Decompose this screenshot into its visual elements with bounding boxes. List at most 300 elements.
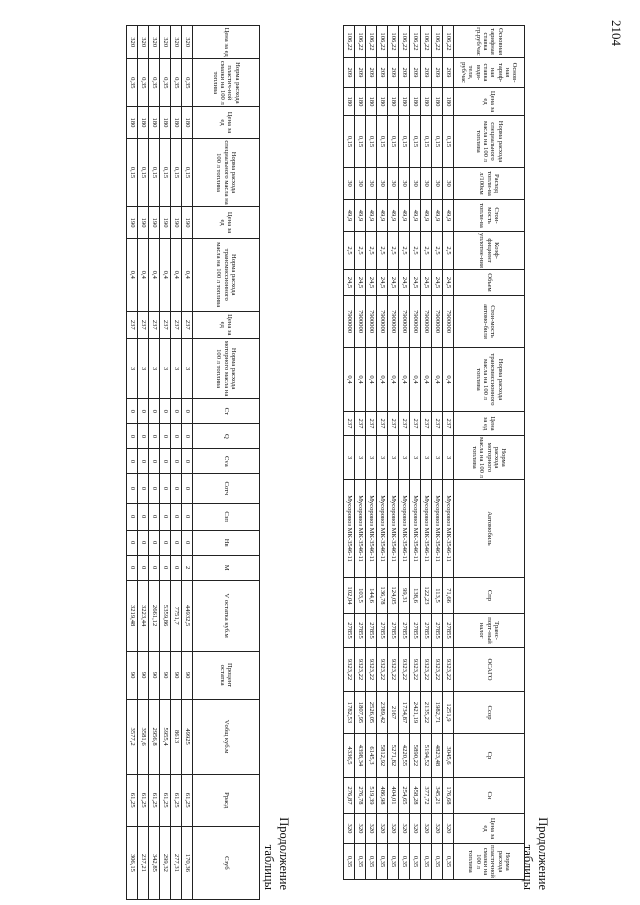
table-cell: 106,22 xyxy=(421,26,432,58)
table-cell: 2,5 xyxy=(443,232,454,270)
table-cell: 106,22 xyxy=(344,26,355,58)
table-cell: 190 xyxy=(138,207,149,238)
table-cell: 377,72 xyxy=(421,778,432,814)
table-cell: 276,78 xyxy=(355,778,366,814)
column-header: Сзуб xyxy=(193,826,260,899)
table-cell: 27855 xyxy=(399,614,410,648)
table-row xyxy=(366,26,377,880)
table-2-header xyxy=(193,26,260,900)
table-cell: 237 xyxy=(355,412,366,436)
table-cell: 320 xyxy=(138,26,149,59)
table-cell: 0,4 xyxy=(344,348,355,412)
column-header: Сн xyxy=(454,778,525,814)
table-cell: 3 xyxy=(432,436,443,480)
table-cell: 237 xyxy=(344,412,355,436)
table-cell: 24,5 xyxy=(388,270,399,296)
table-row xyxy=(432,26,443,880)
table-cell: 2,5 xyxy=(377,232,388,270)
table-cell: 3 xyxy=(377,436,388,480)
table-cell: 3 xyxy=(443,436,454,480)
table-cell: Мусоровоз МК-3546-11 xyxy=(443,480,454,578)
column-header: Vобщ куб.м xyxy=(193,699,260,774)
table-cell: 486,98 xyxy=(377,778,388,814)
table-cell: 3 xyxy=(160,338,171,398)
table-cell: 2661,12 xyxy=(149,580,160,651)
table-cell: 7900000 xyxy=(432,296,443,348)
table-cell: 0,4 xyxy=(182,238,193,311)
table-cell: 0,35 xyxy=(421,844,432,880)
table-cell: 0 xyxy=(127,449,138,474)
table-cell: 237 xyxy=(182,311,193,338)
table-cell: 3 xyxy=(127,338,138,398)
table-cell: 7900000 xyxy=(388,296,399,348)
table-cell: 180 xyxy=(344,88,355,116)
table-cell: 0,15 xyxy=(171,138,182,207)
table-cell: 209 xyxy=(432,58,443,88)
table-cell: 3 xyxy=(388,436,399,480)
table-cell: 0,15 xyxy=(355,116,366,168)
table-cell: 0 xyxy=(138,530,149,555)
table-cell: 180 xyxy=(377,88,388,116)
table-cell: 0 xyxy=(127,474,138,503)
table-cell: 9323,22 xyxy=(421,648,432,692)
table-cell: 103,5 xyxy=(355,578,366,614)
table-cell: 0,15 xyxy=(421,116,432,168)
table-cell: 0,35 xyxy=(344,844,355,880)
column-header: Цена за ед xyxy=(193,107,260,138)
table-cell: 299,32 xyxy=(160,826,171,899)
table-cell: 320 xyxy=(149,26,160,59)
table-cell: 0,35 xyxy=(377,844,388,880)
table-cell: 2,5 xyxy=(355,232,366,270)
table-cell: Мусоровоз МК-3546-11 xyxy=(366,480,377,578)
table-cell: 24,5 xyxy=(421,270,432,296)
table-cell: 0 xyxy=(138,399,149,424)
table-cell: 3 xyxy=(171,338,182,398)
table-cell: 0,4 xyxy=(171,238,182,311)
table-cell: 0 xyxy=(127,503,138,530)
column-header: Сva xyxy=(193,449,260,474)
table-cell: Мусоровоз МК-3546-11 xyxy=(388,480,399,578)
table-cell: 4398,34 xyxy=(355,734,366,778)
column-header: Стои-мость топли-ва xyxy=(454,200,525,232)
table-cell: 3 xyxy=(138,338,149,398)
table-cell: 3581,6 xyxy=(138,699,149,774)
column-header: Цена за ед xyxy=(193,311,260,338)
table-cell: 3 xyxy=(366,436,377,480)
table-cell: 237 xyxy=(388,412,399,436)
table-cell: 30 xyxy=(410,168,421,200)
table-cell: 90 xyxy=(149,651,160,699)
column-header: Норма расхода специального масла на 100 л топлива xyxy=(193,138,260,207)
column-header: Q xyxy=(193,424,260,449)
column-header: Цена за ед xyxy=(193,207,260,238)
table-cell: 0,15 xyxy=(149,138,160,207)
table-cell: 30 xyxy=(432,168,443,200)
table-cell: 0,15 xyxy=(182,138,193,207)
table-cell: 0,15 xyxy=(388,116,399,168)
table-cell: 0,15 xyxy=(410,116,421,168)
table-cell: 4823,48 xyxy=(432,734,443,778)
table-cell: 7900000 xyxy=(355,296,366,348)
table-cell: 3 xyxy=(421,436,432,480)
table-cell: 2,5 xyxy=(388,232,399,270)
table-row xyxy=(355,26,366,880)
table-cell: 99,31 xyxy=(399,578,410,614)
table-cell: 180 xyxy=(138,107,149,138)
table-cell: Мусоровоз МК-3546-11 xyxy=(344,480,355,578)
table-1-body xyxy=(344,26,454,880)
column-header: Коэф-фициент уплотне-ния xyxy=(454,232,525,270)
table-cell: 3 xyxy=(399,436,410,480)
table-cell: 180 xyxy=(410,88,421,116)
table-cell: 0 xyxy=(149,424,160,449)
table-cell: 7900000 xyxy=(443,296,454,348)
table-cell: 30 xyxy=(355,168,366,200)
table-cell: 0,4 xyxy=(127,238,138,311)
table-cell: 0,4 xyxy=(366,348,377,412)
table-cell: 237 xyxy=(432,412,443,436)
table-cell: 61,25 xyxy=(171,774,182,826)
table-cell: 320 xyxy=(160,26,171,59)
table-cell: 24,5 xyxy=(366,270,377,296)
table-cell: 27855 xyxy=(432,614,443,648)
table-cell: 237,21 xyxy=(138,826,149,899)
table-cell: 320 xyxy=(421,814,432,844)
table-cell: 0,4 xyxy=(138,238,149,311)
table-cell: 0 xyxy=(127,555,138,580)
table-cell: 24,5 xyxy=(443,270,454,296)
table-cell: 320 xyxy=(127,26,138,59)
table-cell: 144,6 xyxy=(366,578,377,614)
table-cell: 180 xyxy=(160,107,171,138)
table-cell: 2135,22 xyxy=(421,692,432,734)
table-cell: 209 xyxy=(377,58,388,88)
table-cell: 0,4 xyxy=(421,348,432,412)
table-cell: 237 xyxy=(399,412,410,436)
table-cell: 209 xyxy=(443,58,454,88)
table-cell: 237 xyxy=(410,412,421,436)
table-cell: 0 xyxy=(149,503,160,530)
table-cell: 180 xyxy=(127,107,138,138)
column-header: Норма расхода моторного масла на 100 л топлива xyxy=(454,436,525,480)
column-header: Цена за ед xyxy=(193,26,260,59)
table-cell: 3 xyxy=(410,436,421,480)
table-cell: 0,15 xyxy=(377,116,388,168)
table-cell: 0,15 xyxy=(399,116,410,168)
column-header: Цена за ед xyxy=(454,412,525,436)
table-cell: 0 xyxy=(160,503,171,530)
table-cell: 0 xyxy=(182,503,193,530)
table-cell: 9323,22 xyxy=(377,648,388,692)
table-cell: 180 xyxy=(432,88,443,116)
table-cell: 61,25 xyxy=(182,774,193,826)
table-cell: 2 xyxy=(182,555,193,580)
table-cell: 106,22 xyxy=(410,26,421,58)
table-cell: 320 xyxy=(377,814,388,844)
table-cell: 320 xyxy=(443,814,454,844)
table-cell: 237 xyxy=(443,412,454,436)
table-caption-1: Продолжение таблицы xyxy=(521,817,550,890)
table-cell: 27855 xyxy=(443,614,454,648)
table-cell: 0 xyxy=(160,424,171,449)
table-cell: 180 xyxy=(421,88,432,116)
table-cell: 0 xyxy=(171,503,182,530)
table-cell: 342,85 xyxy=(149,826,160,899)
table-cell: 0,35 xyxy=(443,844,454,880)
table-cell: 106,22 xyxy=(366,26,377,58)
table-cell: 0 xyxy=(160,555,171,580)
table-cell: 180 xyxy=(171,107,182,138)
table-cell: 2,5 xyxy=(432,232,443,270)
table-cell: 49,9 xyxy=(377,200,388,232)
table-cell: 0,15 xyxy=(443,116,454,168)
table-cell: 90 xyxy=(138,651,149,699)
table-cell: 237 xyxy=(160,311,171,338)
table-cell: 320 xyxy=(355,814,366,844)
table-cell: 1251,9 xyxy=(443,692,454,734)
table-cell: 9323,22 xyxy=(432,648,443,692)
page-number: 2104 xyxy=(609,20,624,46)
table-cell: 2,5 xyxy=(399,232,410,270)
table-cell: 2526,05 xyxy=(366,692,377,734)
table-row xyxy=(443,26,454,880)
table-cell: 320 xyxy=(182,26,193,59)
table-cell: 27855 xyxy=(388,614,399,648)
table-cell: 102,04 xyxy=(344,578,355,614)
table-cell: 0 xyxy=(138,503,149,530)
table-cell: 0,15 xyxy=(160,138,171,207)
column-header: Норма расхода пластич-ной смазки на 100 л топлива xyxy=(193,59,260,107)
table-row xyxy=(377,26,388,880)
table-cell: 180 xyxy=(399,88,410,116)
table-caption-2: Продолжение таблицы xyxy=(262,817,291,890)
table-cell: 306,15 xyxy=(127,826,138,899)
table-cell: 0 xyxy=(182,530,193,555)
table-cell: 0 xyxy=(149,530,160,555)
table-cell: 30 xyxy=(344,168,355,200)
table-cell: 320 xyxy=(399,814,410,844)
table-cell: 237 xyxy=(377,412,388,436)
table-cell: 0,4 xyxy=(160,238,171,311)
table-cell: 0,35 xyxy=(410,844,421,880)
table-cell: 27855 xyxy=(366,614,377,648)
table-cell: 49925 xyxy=(182,699,193,774)
table-cell: 7900000 xyxy=(366,296,377,348)
table-cell: 0,35 xyxy=(432,844,443,880)
table-cell: 0,35 xyxy=(182,59,193,107)
table-row xyxy=(182,26,193,900)
column-header: Ссор xyxy=(454,692,525,734)
table-cell: 24,5 xyxy=(410,270,421,296)
table-cell: 30 xyxy=(377,168,388,200)
table-row xyxy=(127,26,138,900)
table-cell: 0 xyxy=(127,424,138,449)
table-cell: 27855 xyxy=(344,614,355,648)
table-cell: 0,15 xyxy=(432,116,443,168)
table-cell: 138,6 xyxy=(410,578,421,614)
table-cell: 0,15 xyxy=(127,138,138,207)
table-cell: 0 xyxy=(182,424,193,449)
table-cell: 180 xyxy=(366,88,377,116)
table-cell: 519,39 xyxy=(366,778,377,814)
data-table-2 xyxy=(126,25,260,900)
table-cell: 3 xyxy=(344,436,355,480)
table-cell: 180 xyxy=(355,88,366,116)
table-cell: 7900000 xyxy=(399,296,410,348)
table-cell: 24,5 xyxy=(399,270,410,296)
table-cell: 7900000 xyxy=(410,296,421,348)
table-cell: 320 xyxy=(388,814,399,844)
table-cell: 27855 xyxy=(355,614,366,648)
column-header: V остатка куб.м xyxy=(193,580,260,651)
table-cell: 5955,4 xyxy=(160,699,171,774)
table-cell: 176,68 xyxy=(443,778,454,814)
table-cell: 180 xyxy=(182,107,193,138)
table-cell: 0 xyxy=(171,399,182,424)
table-cell: 9323,22 xyxy=(355,648,366,692)
table-cell: 180 xyxy=(149,107,160,138)
table-cell: 30 xyxy=(443,168,454,200)
table-cell: 9323,22 xyxy=(410,648,421,692)
table-cell: 4220,55 xyxy=(399,734,410,778)
table-cell: 0,4 xyxy=(149,238,160,311)
table-cell: 5359,86 xyxy=(160,580,171,651)
table-cell: 237 xyxy=(127,311,138,338)
table-cell: 0 xyxy=(160,399,171,424)
table-cell: 190 xyxy=(127,207,138,238)
table-cell: 24,5 xyxy=(377,270,388,296)
table-cell: 106,22 xyxy=(432,26,443,58)
column-header: Транс-порт-ный налог xyxy=(454,614,525,648)
table-cell: 2389,42 xyxy=(377,692,388,734)
column-header: Расход топли-ва л/100км xyxy=(454,168,525,200)
table-cell: 106,22 xyxy=(443,26,454,58)
table-cell: Мусоровоз МК-3546-11 xyxy=(399,480,410,578)
table-cell: 0,15 xyxy=(138,138,149,207)
table-cell: 30 xyxy=(366,168,377,200)
table-cell: 0 xyxy=(138,424,149,449)
table-cell: 49,9 xyxy=(388,200,399,232)
column-header: Ррасд xyxy=(193,774,260,826)
table-cell: 0 xyxy=(182,449,193,474)
column-header: Норма расхода трансмиссионного масла на 100 л топлива xyxy=(193,238,260,311)
column-header: Основная тарифная ставка гр.руб/час xyxy=(454,26,525,58)
column-header: Норма расхода моторного масла на 100 л топлива xyxy=(193,338,260,398)
table-cell: 0 xyxy=(171,449,182,474)
table-cell: 8613 xyxy=(171,699,182,774)
table-cell: 190 xyxy=(171,207,182,238)
table-cell: 27855 xyxy=(410,614,421,648)
table-cell: 0,35 xyxy=(388,844,399,880)
table-cell: 30 xyxy=(421,168,432,200)
table-cell: 24,5 xyxy=(432,270,443,296)
table-cell: 4336,5 xyxy=(344,734,355,778)
table-cell: 320 xyxy=(344,814,355,844)
table-cell: 2,5 xyxy=(366,232,377,270)
table-cell: 61,25 xyxy=(138,774,149,826)
table-cell: 2956,8 xyxy=(149,699,160,774)
column-header: Объем xyxy=(454,270,525,296)
table-cell: 209 xyxy=(355,58,366,88)
table-cell: 122,23 xyxy=(421,578,432,614)
table-cell: 49,9 xyxy=(421,200,432,232)
column-header: Сотч xyxy=(193,474,260,503)
table-cell: 0 xyxy=(171,424,182,449)
table-cell: 0,4 xyxy=(443,348,454,412)
table-cell: 2167 xyxy=(388,692,399,734)
table-cell: 3223,44 xyxy=(138,580,149,651)
table-cell: 0 xyxy=(149,449,160,474)
table-cell: 0 xyxy=(182,474,193,503)
table-cell: 90 xyxy=(182,651,193,699)
table-cell: 1782,53 xyxy=(344,692,355,734)
table-cell: 277,31 xyxy=(171,826,182,899)
table-cell: 7900000 xyxy=(421,296,432,348)
table-cell: 90 xyxy=(160,651,171,699)
table-cell: 0,35 xyxy=(160,59,171,107)
table-cell: 30 xyxy=(399,168,410,200)
table-cell: 49,9 xyxy=(366,200,377,232)
table-cell: 5194,52 xyxy=(421,734,432,778)
table-cell: 0 xyxy=(160,449,171,474)
table-cell: 106,22 xyxy=(388,26,399,58)
table-cell: 124,05 xyxy=(388,578,399,614)
table-cell: 0 xyxy=(138,449,149,474)
table-row xyxy=(399,26,410,880)
table-cell: Мусоровоз МК-3546-11 xyxy=(421,480,432,578)
table-cell: 0 xyxy=(160,530,171,555)
table-cell: 209 xyxy=(410,58,421,88)
table-cell: 71,66 xyxy=(443,578,454,614)
table-cell: Мусоровоз МК-3546-11 xyxy=(410,480,421,578)
table-cell: 3 xyxy=(182,338,193,398)
table-cell: 0,35 xyxy=(366,844,377,880)
table-cell: 49,9 xyxy=(399,200,410,232)
table-cell: 5890,22 xyxy=(410,734,421,778)
table-cell: 9323,22 xyxy=(443,648,454,692)
table-cell: 190 xyxy=(149,207,160,238)
table-cell: 0,4 xyxy=(355,348,366,412)
table-cell: 2,5 xyxy=(421,232,432,270)
table-cell: 49,9 xyxy=(443,200,454,232)
table-cell: 0,35 xyxy=(355,844,366,880)
table-cell: 0 xyxy=(171,474,182,503)
column-header: Норма расхода трансмиссионного масла на 100 л топлива xyxy=(454,348,525,412)
table-row xyxy=(149,26,160,900)
table-cell: 276,87 xyxy=(344,778,355,814)
table-cell: 3045,6 xyxy=(443,734,454,778)
table-cell: 0 xyxy=(149,555,160,580)
table-cell: 237 xyxy=(421,412,432,436)
table-cell: 237 xyxy=(138,311,149,338)
table-cell: 44932,5 xyxy=(182,580,193,651)
table-cell: 254,65 xyxy=(399,778,410,814)
table-cell: 7900000 xyxy=(344,296,355,348)
table-cell: 113,5 xyxy=(432,578,443,614)
column-header: Ср xyxy=(454,734,525,778)
column-header: Стои-мость автомо-биля xyxy=(454,296,525,348)
table-cell: 9323,22 xyxy=(344,648,355,692)
table-cell: 106,22 xyxy=(377,26,388,58)
table-cell: 24,5 xyxy=(355,270,366,296)
table-cell: 0 xyxy=(127,399,138,424)
table-cell: 404,01 xyxy=(388,778,399,814)
table-cell: 0 xyxy=(138,474,149,503)
table-cell: Мусоровоз МК-3546-11 xyxy=(377,480,388,578)
table-cell: 136,78 xyxy=(377,578,388,614)
table-cell: 2,5 xyxy=(344,232,355,270)
